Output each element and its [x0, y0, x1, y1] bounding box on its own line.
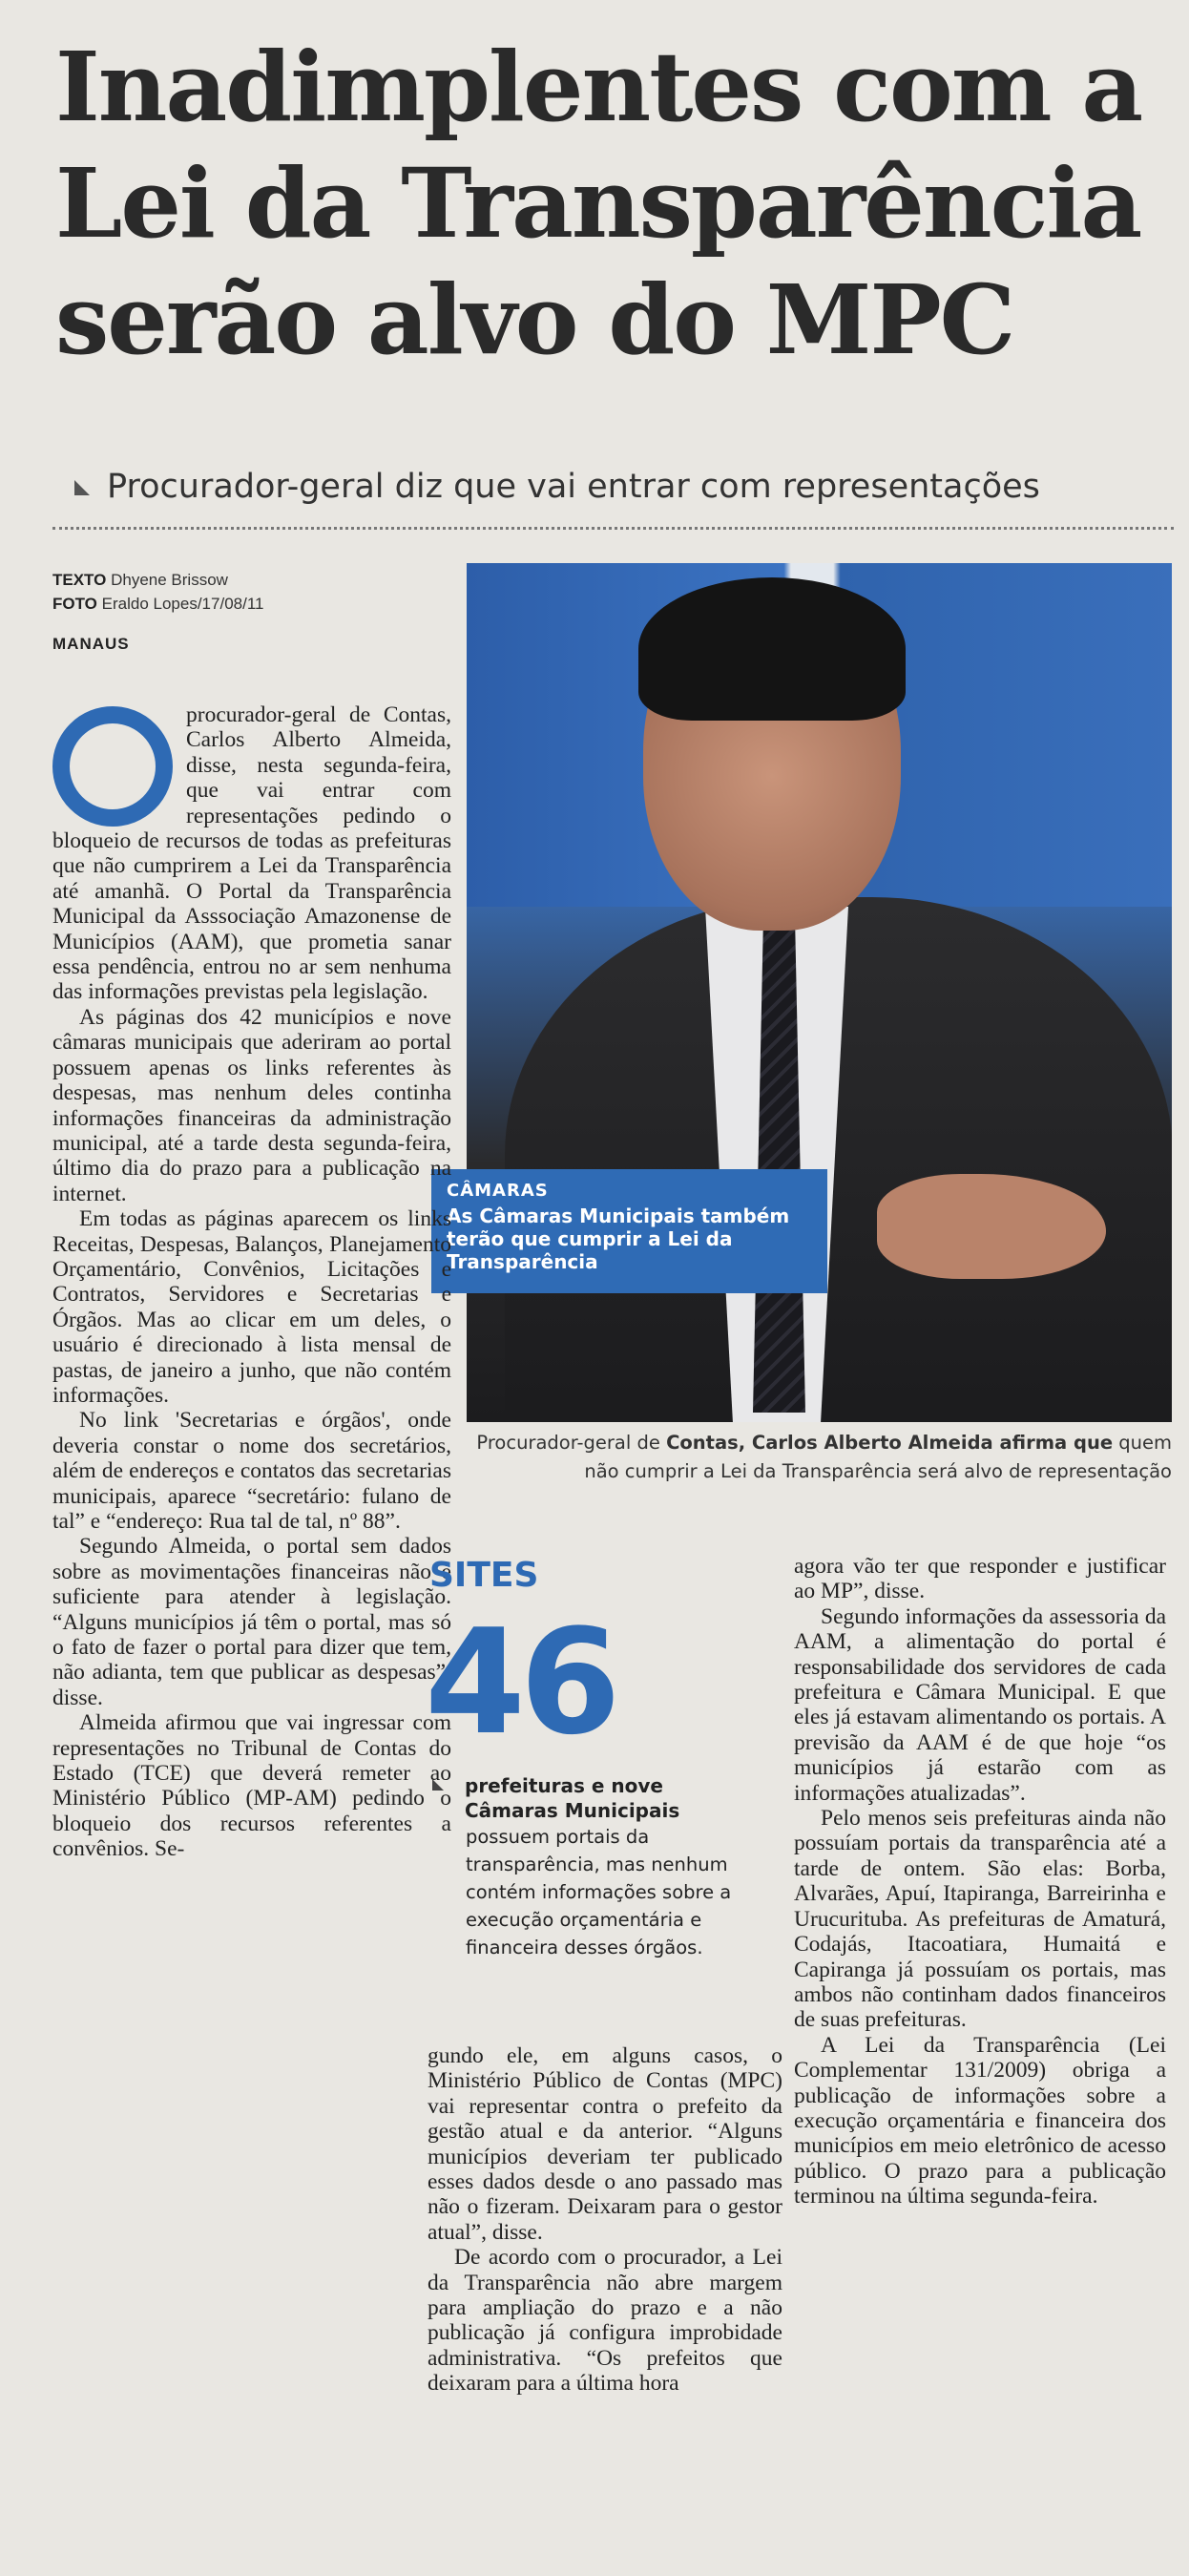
subheadline-text: Procurador-geral diz que vai entrar com representações	[107, 468, 1040, 506]
body-column-2	[428, 2043, 782, 2397]
body-column-1	[52, 702, 451, 1862]
dropcap-o-icon	[52, 706, 173, 827]
subheadline	[74, 468, 1172, 506]
photo-credit-label: FOTO	[52, 595, 97, 613]
callout-kicker: CÂMARAS	[447, 1181, 549, 1201]
caption-plain-2: quem não cumprir a Lei da Transparência será alvo de representação	[584, 1432, 1172, 1482]
paragraph: De acordo com o procurador, a Lei da Transparência não abre margem para ampliação do prazo e a não publicação já configura improbidade administrativa. “Os prefeitos que deixaram para a última hora	[428, 2245, 782, 2397]
credits	[52, 568, 453, 616]
text-credit-label: TEXTO	[52, 571, 107, 589]
callout-text: As Câmaras Municipais também terão que cumprir a Lei da Transparência	[447, 1204, 790, 1273]
sites-headline-text: prefeituras e nove Câmaras Municipais	[465, 1774, 680, 1822]
headline-line-2: Lei da Transparência	[55, 147, 1141, 260]
sites-headline	[436, 1773, 751, 1823]
headline-line-1: Inadimplentes com a	[55, 31, 1142, 143]
sites-number: 46	[425, 1598, 615, 1767]
dateline-location: MANAUS	[52, 635, 130, 653]
paragraph: No link 'Secretarias e órgãos', onde deveria constar o nome dos secretários, além de endereços e contatos das secretarias municipais, aparece “secretário: fulano de tal” e “endereço: Rua tal de tal, nº 88”.	[52, 1408, 451, 1534]
photo-caption	[467, 1429, 1172, 1486]
headline-line-3: serão alvo do MPC	[55, 263, 1014, 376]
paragraph: agora vão ter que responder e justificar ao MP”, disse.	[794, 1554, 1166, 1604]
headline	[55, 29, 1153, 378]
paragraph: gundo ele, em alguns casos, o Ministério Público de Contas (MPC) vai representar contra o prefeito da gestão atual e da anterior. “Alguns municípios deveriam ter publicado esses dados desde o ano passado mas não o fizeram. Deixaram para o gestor atual”, disse.	[428, 2043, 782, 2245]
dotted-divider	[52, 527, 1174, 530]
article-photo	[467, 563, 1172, 1422]
caption-bold: Contas, Carlos Alberto Almeida afirma que	[666, 1432, 1114, 1454]
photo-callout-box	[431, 1169, 827, 1293]
paragraph: Segundo Almeida, o portal sem dados sobre as movimentações financeiras não é suficiente para atender à legislação. “Alguns municípios já têm o portal, mas só o fato de fazer o portal para dizer que tem, não adianta, tem que publicar as despesas”, disse.	[52, 1534, 451, 1710]
sites-label: SITES	[429, 1556, 539, 1595]
paragraph: procurador-geral de Contas, Carlos Alberto Almeida, disse, nesta segunda-feira, que vai entrar com representações pedindo o bloqueio de recursos de todas as prefeituras que não cumprirem a Lei da Transparência até amanhã. O Portal da Transparência Municipal da Asssociação Amazonense de Municípios (AAM), que prometia sanar essa pendência, entrou no ar sem nenhuma das informações previstas pela legislação.	[52, 702, 451, 1005]
text-credit-author: Dhyene Brissow	[111, 571, 228, 589]
paragraph: Pelo menos seis prefeituras ainda não possuíam portais da transparência até a tarde de ontem. São elas: Borba, Alvarães, Apuí, Itapiranga, Barreirinha e Urucurituba. As prefeituras de Amaturá, Codajás, Itacoatiara, Humaitá e Capiranga já possuíam os portais, mas ambos não continham dados financeiros de suas prefeituras.	[794, 1806, 1166, 2033]
caption-plain-1: Procurador-geral de	[476, 1432, 667, 1454]
body-column-3	[794, 1554, 1166, 2209]
photo-credit-author: Eraldo Lopes/17/08/11	[101, 595, 264, 613]
sites-body: possuem portais da transparência, mas nenhum contém informações sobre a execução orçamentária e financeira desses órgãos.	[466, 1826, 732, 1958]
paragraph: Em todas as páginas aparecem os links Receitas, Despesas, Balanços, Planejamento Orçamentário, Convênios, Licitações e Contratos, Servidores e Secretarias e Órgãos. Mas ao clicar em um deles, o usuário é direcionado à lista mensal de pastas, de janeiro a junho, que não contém informações.	[52, 1206, 451, 1408]
paragraph: A Lei da Transparência (Lei Complementar 131/2009) obriga a publicação de informações sobre a execução orçamentária e financeira dos municípios em meio eletrônico de acesso público. O prazo para a publicação terminou na última segunda-feira.	[794, 2032, 1166, 2209]
paragraph: Segundo informações da assessoria da AAM, a alimentação do portal é responsabilidade dos servidores de cada prefeitura e Câmara Municipal. E que eles já estavam alimentando os portais. A previsão da AAM é de que hoje “os municípios já estarão com as informações atualizadas”.	[794, 1603, 1166, 1806]
text-credit	[52, 568, 453, 592]
paragraph: As páginas dos 42 municípios e nove câmaras municipais que aderiram ao portal possuem apenas os links referentes às despesas, mas nenhum deles continha informações financeiras da administração municipal, até a tarde desta segunda-feira, último dia do prazo para a publicação na internet.	[52, 1004, 451, 1206]
triangle-marker-icon	[74, 480, 90, 495]
paragraph: Almeida afirmou que vai ingressar com representações no Tribunal de Contas do Estado (TCE) que deverá remeter ao Ministério Público (MP-AM) pedindo o bloqueio dos recursos referentes a convênios. Se-	[52, 1710, 451, 1862]
photo-hair	[638, 577, 906, 721]
triangle-marker-icon	[432, 1779, 444, 1791]
photo-credit	[52, 592, 453, 616]
